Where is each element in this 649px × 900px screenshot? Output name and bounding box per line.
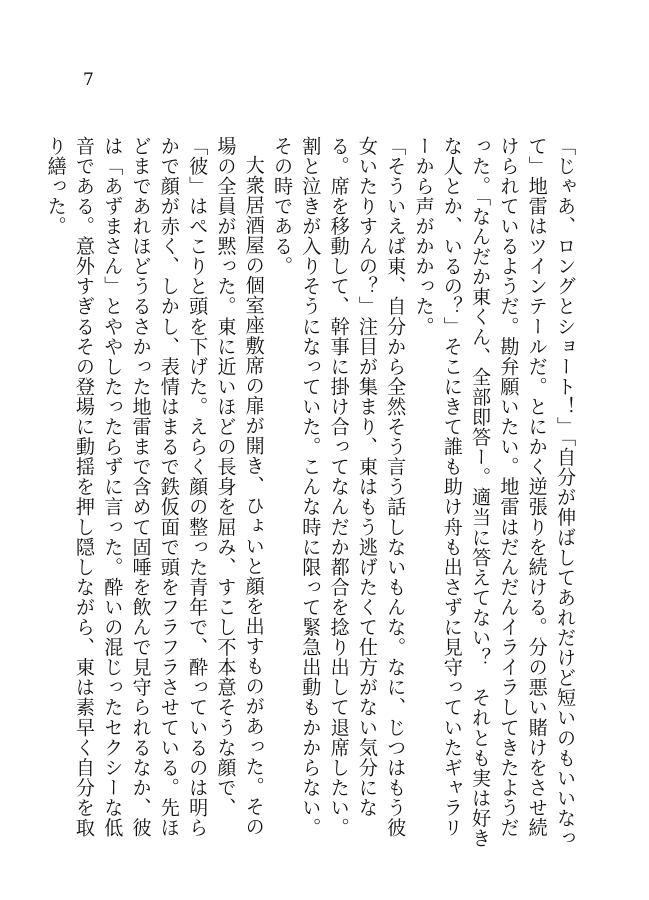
page-number: 7	[83, 70, 94, 90]
paragraph: 「そういえば東、自分から全然そう言う話しないもんな。なに、じつはもう彼女いたりすんの？」注目が集まり、東はもう逃げたくて仕方がない気分になる。席を移動して、幹事に掛け合ってなんだか都合を捻り出して退席したい。割と泣きが入りそうになっていた。こんな時に限って緊急出動もかからない。	[299, 136, 408, 838]
body-text	[44, 136, 579, 856]
paragraph: 大衆居酒屋の個室座敷席の扉が開き、ひょいと顔を出すものがあった。その場の全員が黙った。東に近いほどの長身を屈み、すこし不本意そうな顔で、「彼」はぺこりと頭を下げた。えらく顔の整った青年で、酔っているのは明らかで顔が赤く、しかし、表情はまるで鉄仮面で頭をフラフラさせている。先ほどまであれほどうるさかった地雷まで含めて固唾を飲んで見守られるなか、彼は「あずまさん」とややしたったらずに言った。酔いの混じったセクシーな低音である。意外すぎるその登場に動揺を押し隠しながら、東は素早く自分を取り繕った。	[44, 136, 266, 838]
paragraph: 「じゃあ、ロングとショート！」「自分が伸ばしてあれだけど短いのもいいなって」地雷はツインテールだ。とにかく逆張りを続ける。分の悪い賭けをさせ続けられているようだ。勘弁願いたい。地雷はだんだんイライラしてきたようだった。「なんだか東くん、全部即答ー。適当に答えてない？ それとも実は好きな人とか、いるの？」そこにきて誰も助け舟も出さずに見守っていたギャラリーから声がかかった。	[412, 136, 577, 849]
paragraph: その時である。	[271, 136, 295, 277]
